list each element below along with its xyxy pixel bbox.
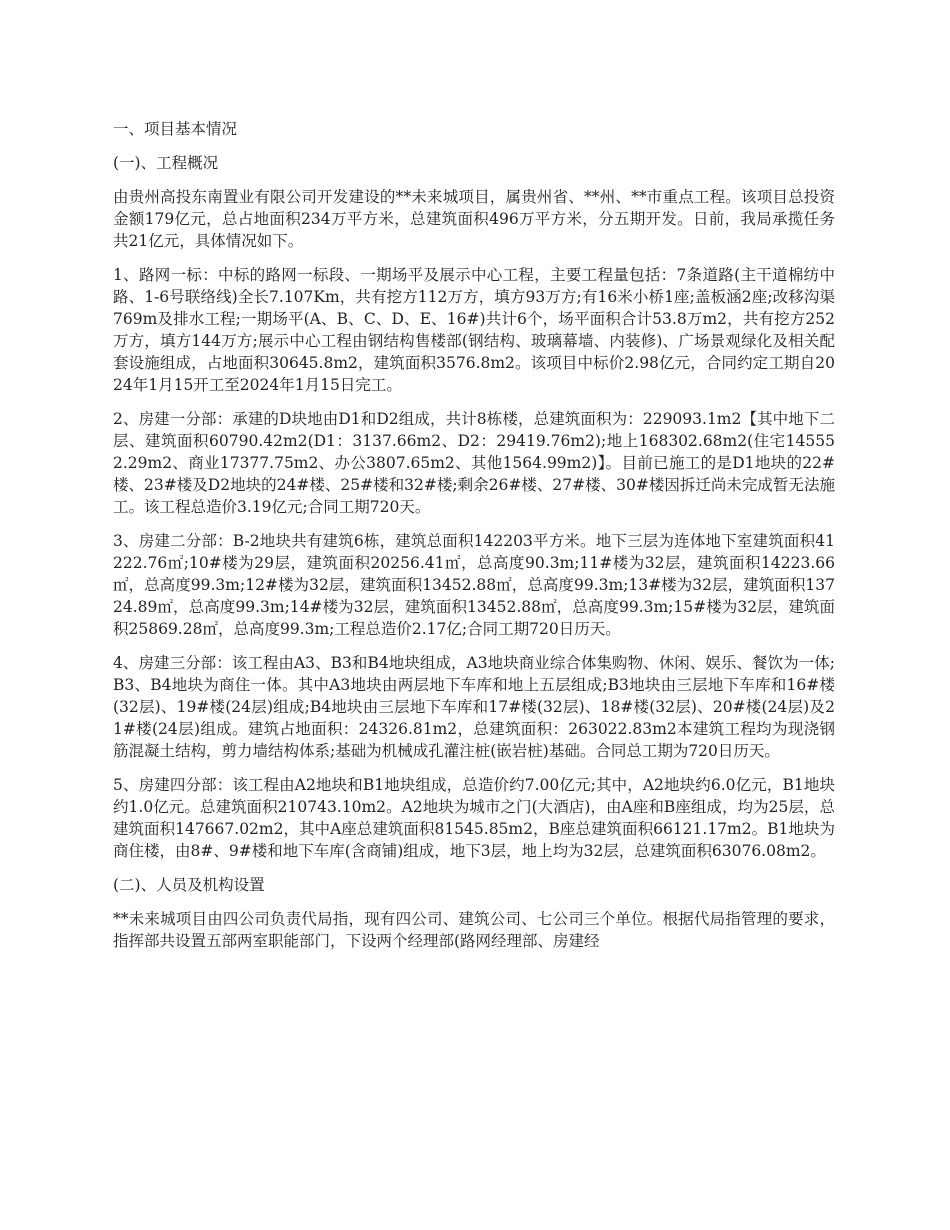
item-2-paragraph: 2、房建一分部：承建的D块地由D1和D2组成，共计8栋楼，总建筑面积为：229093.1m2【其中地下二层、建筑面积60790.42m2(D1：3137.66m2、D2：29419.76m2);地上168302.68m2(住宅145552.29m2、商业17377.75m2、办公3807.65m2、其他1564.99m2)】。目前已施工的是D1地块的22#楼、23#楼及D2地块的24#楼、25#楼和32#楼;剩余26#楼、27#楼、30#楼因拆迁尚未完成暂无法施工。该工程总造价3.19亿元;合同工期720天。 bbox=[113, 410, 835, 516]
item-3-paragraph: 3、房建二分部：B-2地块共有建筑6栋，建筑总面积142203平方米。地下三层为连体地下室建筑面积41222.76㎡;10#楼为29层，建筑面积20256.41㎡，总高度90.3m;11#楼为32层，建筑面积14223.66㎡，总高度99.3m;12#楼为32层，建筑面积13452.88㎡，总高度99.3m;13#楼为32层，建筑面积13724.89㎡，总高度99.3m;14#楼为32层，建筑面积13452.88㎡，总高度99.3m;15#楼为32层，建筑面积25869.28㎡，总高度99.3m;工程总造价2.17亿;合同工期720日历天。 bbox=[113, 532, 835, 638]
subsection-heading-staffing: (二)、人员及机构设置 bbox=[113, 876, 265, 894]
item-1-paragraph: 1、路网一标：中标的路网一标段、一期场平及展示中心工程，主要工程量包括：7条道路(主干道棉纺中路、1-6号联络线)全长7.107Km，共有挖方112万方，填方93万方;有16米小桥1座;盖板涵2座;改移沟渠769m及排水工程;一期场平(A、B、C、D、E、16#)共计6个，场平面积合计53.8万m2，共有挖方252万方，填方144万方;展示中心工程由钢结构售楼部(钢结构、玻璃幕墙、内装修)、广场景观绿化及相关配套设施组成，占地面积30645.8m2，建筑面积3576.8m2。该项目中标价2.98亿元，合同约定工期自2024年1月15开工至2024年1月15日完工。 bbox=[113, 266, 835, 394]
section-heading-project-basics: 一、项目基本情况 bbox=[113, 120, 238, 138]
intro-paragraph: 由贵州高投东南置业有限公司开发建设的**未来城项目，属贵州省、**州、**市重点工程。该项目总投资金额179亿元，总占地面积234万平方米，总建筑面积496万平方米，分五期开发。日前，我局承揽任务共21亿元，具体情况如下。 bbox=[113, 188, 835, 250]
document-page bbox=[113, 118, 835, 964]
subsection-heading-overview: (一)、工程概况 bbox=[113, 154, 219, 172]
organization-paragraph: **未来城项目由四公司负责代局指，现有四公司、建筑公司、七公司三个单位。根据代局指管理的要求，指挥部共设置五部两室职能部门，下设两个经理部(路网经理部、房建经 bbox=[113, 910, 835, 950]
item-4-paragraph: 4、房建三分部：该工程由A3、B3和B4地块组成，A3地块商业综合体集购物、休闲、娱乐、餐饮为一体;B3、B4地块为商住一体。其中A3地块由两层地下车库和地上五层组成;B3地块由三层地下车库和16#楼(32层)、19#楼(24层)组成;B4地块由三层地下车库和17#楼(32层)、18#楼(32层)、20#楼(24层)及21#楼(24层)组成。建筑占地面积：24326.81m2，总建筑面积：263022.83m2本建筑工程均为现浇钢筋混凝土结构，剪力墙结构体系;基础为机械成孔灌注桩(嵌岩桩)基础。合同总工期为720日历天。 bbox=[113, 654, 835, 760]
item-5-paragraph: 5、房建四分部：该工程由A2地块和B1地块组成，总造价约7.00亿元;其中，A2地块约6.0亿元，B1地块约1.0亿元。总建筑面积210743.10m2。A2地块为城市之门(大酒店)，由A座和B座组成，均为25层，总建筑面积147667.02m2，其中A座总建筑面积81545.85m2，B座总建筑面积66121.17m2。B1地块为商住楼，由8#、9#楼和地下车库(含商铺)组成，地下3层，地上均为32层，总建筑面积63076.08m2。 bbox=[113, 776, 835, 860]
